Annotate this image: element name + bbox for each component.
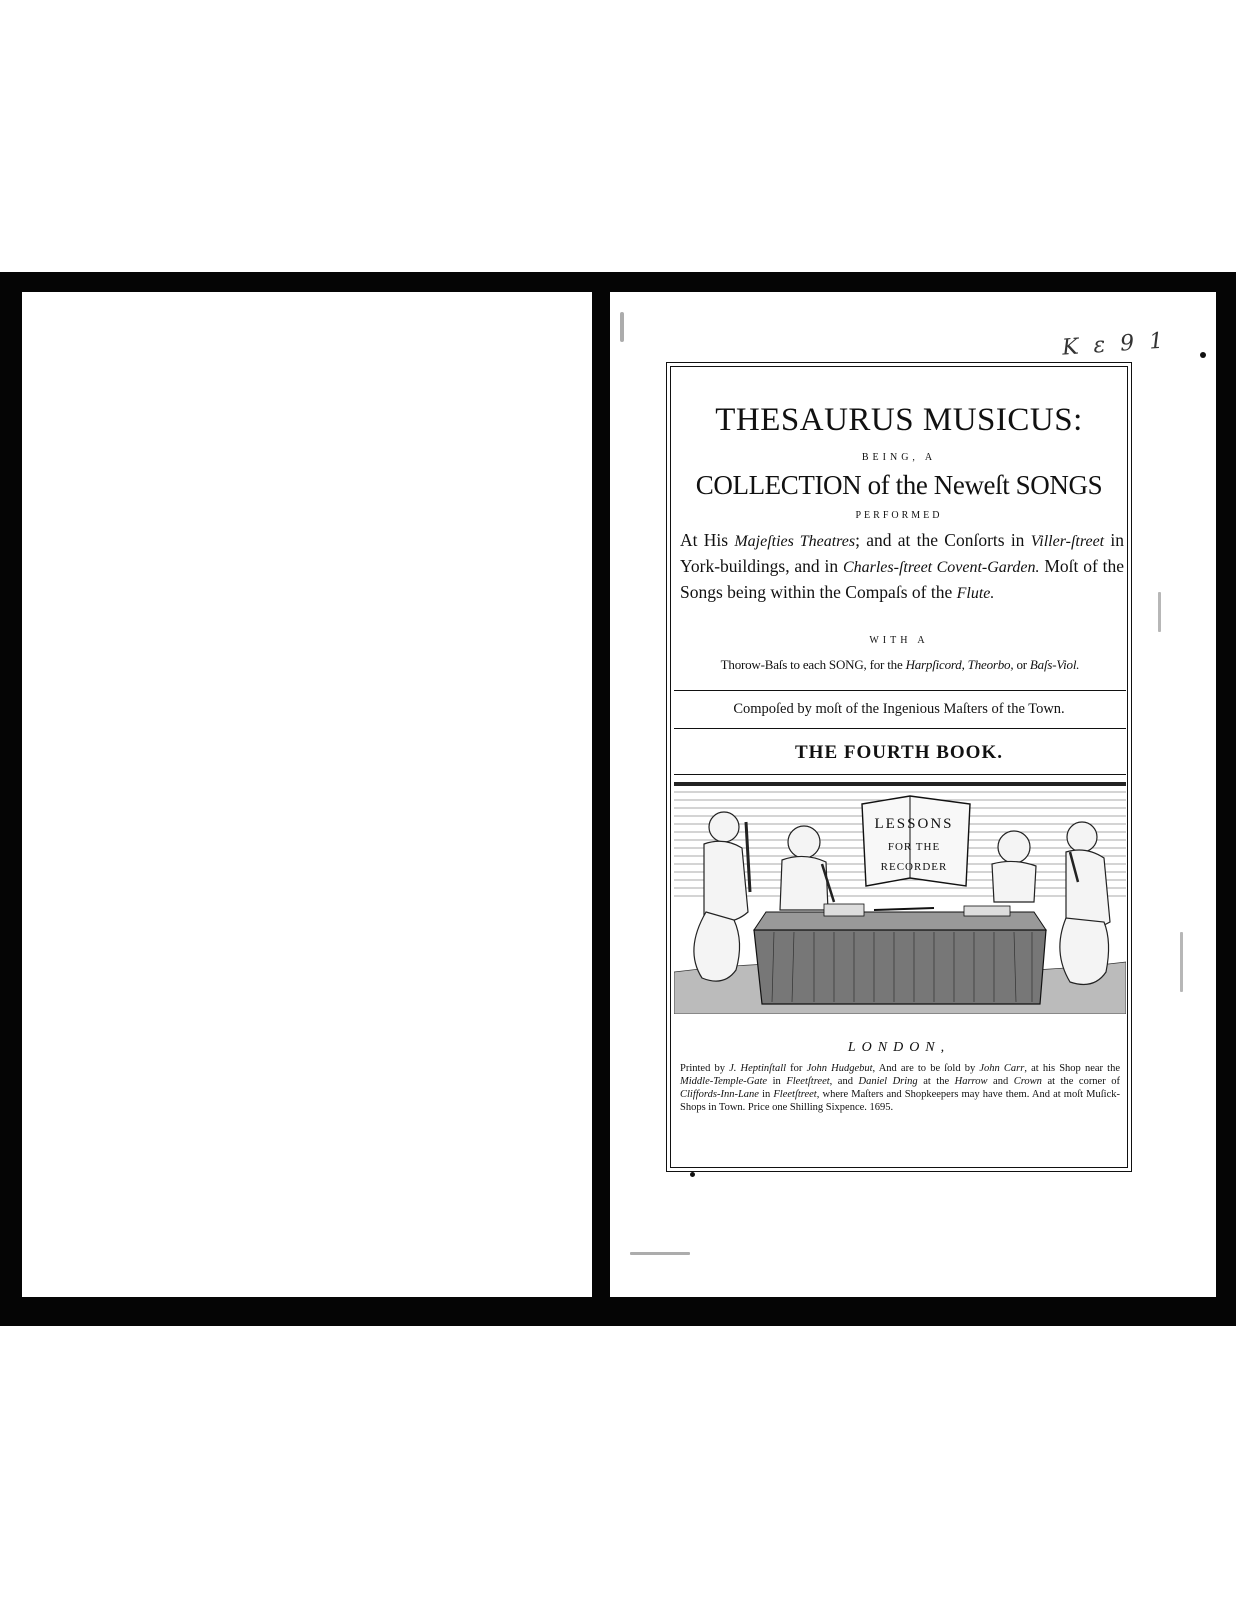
cherub-left bbox=[694, 812, 750, 981]
rule-bottom bbox=[674, 774, 1126, 775]
cherub-center-left bbox=[780, 826, 834, 910]
scan-speck bbox=[620, 312, 624, 342]
scan-speck bbox=[690, 1172, 695, 1177]
with-a-line: WITH A bbox=[869, 635, 929, 646]
title-page bbox=[610, 292, 1216, 1297]
venues-paragraph: At His Majeſties Theatres; and at the Conſorts in Viller-ſtreet in York-buildings, and in Charles-ſtreet Covent-Garden. Moſt of the Songs being within the Compaſs of the Flute. bbox=[680, 530, 1124, 602]
collection-line: COLLECTION of the Neweſt SONGS bbox=[695, 470, 1103, 500]
cherub-center-right bbox=[992, 831, 1036, 902]
rule-middle bbox=[674, 728, 1126, 729]
scan-speck bbox=[1158, 592, 1161, 632]
scan-speck bbox=[1180, 932, 1183, 992]
fourth-book-heading: THE FOURTH BOOK. bbox=[795, 742, 1003, 763]
rule-top bbox=[674, 690, 1126, 691]
book-line-3: RECORDER bbox=[880, 861, 948, 873]
scan-speck bbox=[1200, 352, 1206, 358]
book-line-1: LESSONS bbox=[874, 816, 954, 832]
music-book bbox=[862, 796, 970, 886]
being-line: BEING, A bbox=[861, 452, 937, 463]
blank-left-page bbox=[22, 292, 592, 1297]
engraving-illustration bbox=[674, 782, 1126, 1014]
main-title: THESAURUS MUSICUS: bbox=[715, 402, 1083, 438]
composed-line: Compoſed by moſt of the Ingenious Maſters of the Town. bbox=[733, 701, 1065, 717]
imprint-city: LONDON, bbox=[847, 1040, 951, 1055]
performed-line: PERFORMED bbox=[855, 510, 943, 521]
imprint-paragraph: Printed by J. Heptinſtall for John Hudgebut, And are to be ſold by John Carr, at his Shop near the Middle-Temple-Gate in Fleetſtreet, and Daniel Dring at the Harrow and Crown at the corner of Cliffords-Inn-Lane in Fleetſtreet, where Maſters and Shopkeepers may have them. And at moſt Muſick-Shops in Town. Price one Shilling Sixpence. 1695. bbox=[680, 1063, 1121, 1113]
catalog-shelfmark: K ε 9 1 bbox=[1061, 328, 1168, 361]
cherub-right bbox=[1060, 822, 1110, 984]
scan-frame bbox=[0, 272, 1236, 1326]
book-line-2: FOR THE bbox=[887, 841, 941, 853]
scan-speck bbox=[630, 1252, 690, 1255]
table bbox=[754, 904, 1046, 1004]
thorow-bass-line: Thorow-Baſs to each SONG, for the Harpſicord, Theorbo, or Baſs-Viol. bbox=[720, 657, 1080, 672]
